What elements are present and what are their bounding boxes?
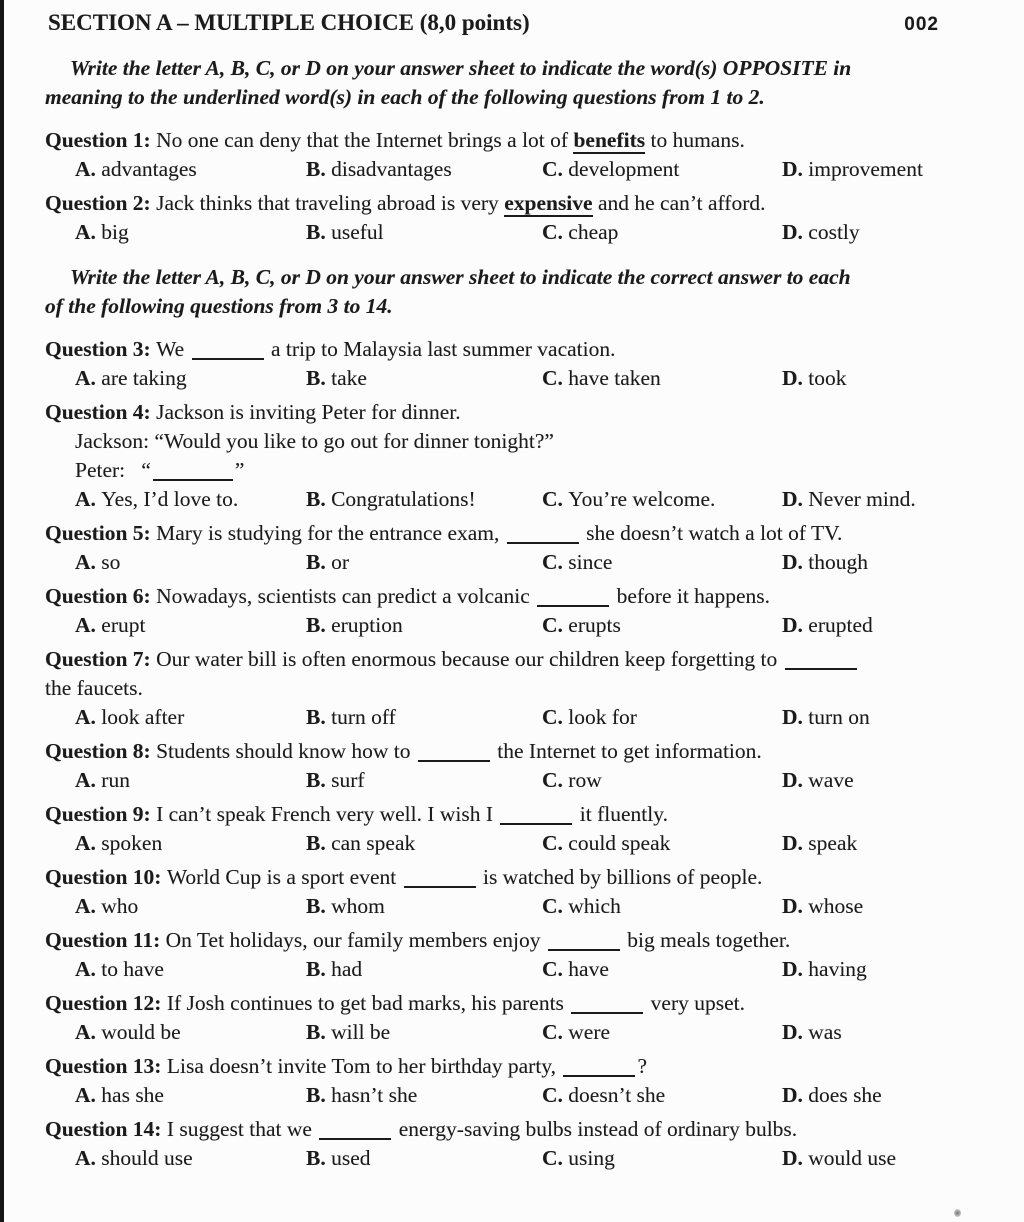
answer-blank <box>507 542 579 544</box>
option-letter: B. <box>306 831 332 855</box>
answer-blank <box>319 1138 391 1140</box>
option-text: having <box>808 957 867 981</box>
scan-artifact <box>954 1209 961 1217</box>
option-letter: C. <box>542 831 569 855</box>
question-line <box>45 582 994 611</box>
option-text: take <box>331 366 367 390</box>
options-row <box>45 1018 994 1047</box>
question-text: the faucets. <box>45 676 143 700</box>
option-text: erupt <box>101 613 146 637</box>
options-row <box>45 955 994 984</box>
option-letter: C. <box>542 366 569 390</box>
option-d <box>782 955 994 984</box>
question-number: Question 1: <box>45 128 157 152</box>
question-line <box>45 398 994 427</box>
question-block <box>45 189 994 247</box>
question-line <box>45 126 994 155</box>
question-text: Mary is studying for the entrance exam, <box>156 521 505 545</box>
answer-blank <box>537 605 609 607</box>
option-c <box>542 955 782 984</box>
option-d <box>782 1018 994 1047</box>
question-line <box>45 645 994 674</box>
options-row <box>45 485 994 514</box>
option-text: could speak <box>568 831 671 855</box>
option-text: wave <box>808 768 854 792</box>
option-c <box>542 548 782 577</box>
option-text: turn off <box>331 705 396 729</box>
instruction-opposite <box>45 54 994 112</box>
option-b <box>306 155 542 184</box>
option-letter: A. <box>75 613 102 637</box>
question-block <box>45 398 994 514</box>
option-text: big <box>101 220 129 244</box>
question-block <box>45 1115 994 1173</box>
option-a <box>75 364 306 393</box>
question-block <box>45 737 994 795</box>
options-row <box>45 892 994 921</box>
option-a <box>75 1144 306 1173</box>
option-text: had <box>331 957 363 981</box>
option-text: Yes, I’d love to. <box>101 487 239 511</box>
options-row <box>45 611 994 640</box>
options-row <box>45 1144 994 1173</box>
instruction-correct-answer <box>45 263 994 321</box>
answer-blank <box>571 1012 643 1014</box>
option-b <box>306 829 542 858</box>
question-number: Question 10: <box>45 865 167 889</box>
option-text: who <box>101 894 139 918</box>
option-text: erupts <box>568 613 621 637</box>
question-text: Lisa doesn’t invite Tom to her birthday party, <box>166 1054 562 1078</box>
option-letter: D. <box>782 220 809 244</box>
underlined-word: benefits <box>573 128 646 152</box>
options-row <box>45 218 994 247</box>
option-letter: C. <box>542 705 569 729</box>
option-letter: A. <box>75 1020 102 1044</box>
option-d <box>782 364 994 393</box>
option-c <box>542 703 782 732</box>
option-c <box>542 364 782 393</box>
option-letter: D. <box>782 1146 809 1170</box>
option-letter: D. <box>782 487 809 511</box>
option-letter: D. <box>782 957 809 981</box>
answer-blank <box>153 479 233 481</box>
scan-edge-strip <box>0 0 4 1222</box>
option-a <box>75 548 306 577</box>
option-letter: C. <box>542 157 569 181</box>
option-letter: A. <box>75 1146 102 1170</box>
option-text: row <box>568 768 602 792</box>
question-text: she doesn’t watch a lot of TV. <box>580 521 843 545</box>
question-line <box>45 189 994 218</box>
question-text: a trip to Malaysia last summer vacation. <box>265 337 616 361</box>
option-text: Congratulations! <box>331 487 476 511</box>
option-letter: D. <box>782 157 809 181</box>
option-a <box>75 485 306 514</box>
question-block <box>45 800 994 858</box>
option-text: has she <box>101 1083 164 1107</box>
option-letter: C. <box>542 220 569 244</box>
question-text: Jackson is inviting Peter for dinner. <box>156 400 461 424</box>
question-line <box>45 863 994 892</box>
option-b <box>306 1081 542 1110</box>
option-letter: C. <box>542 768 569 792</box>
option-text: was <box>808 1020 842 1044</box>
question-line <box>45 1115 994 1144</box>
option-letter: B. <box>306 1146 332 1170</box>
option-d <box>782 155 994 184</box>
question-number: Question 5: <box>45 521 157 545</box>
question-text: and he can’t afford. <box>592 191 766 215</box>
option-c <box>542 218 782 247</box>
option-letter: C. <box>542 550 569 574</box>
option-b <box>306 892 542 921</box>
question-text: No one can deny that the Internet brings a lot of <box>156 128 574 152</box>
option-text: useful <box>331 220 384 244</box>
question-block <box>45 126 994 184</box>
answer-blank <box>192 358 264 360</box>
question-text: On Tet holidays, our family members enjoy <box>165 928 546 952</box>
question-number: Question 8: <box>45 739 157 763</box>
option-a <box>75 1081 306 1110</box>
question-text: Jack thinks that traveling abroad is very <box>156 191 505 215</box>
option-d <box>782 611 994 640</box>
option-letter: B. <box>306 220 332 244</box>
option-text: whose <box>808 894 864 918</box>
option-text: so <box>101 550 121 574</box>
options-row <box>45 703 994 732</box>
question-text: Jackson: “Would you like to go out for dinner tonight?” <box>75 429 554 453</box>
option-a <box>75 611 306 640</box>
question-text: Students should know how to <box>156 739 416 763</box>
option-a <box>75 155 306 184</box>
option-text: development <box>568 157 680 181</box>
option-text: since <box>568 550 613 574</box>
option-letter: A. <box>75 487 102 511</box>
question-line <box>45 519 994 548</box>
options-row <box>45 829 994 858</box>
option-b <box>306 703 542 732</box>
option-letter: B. <box>306 550 332 574</box>
option-c <box>542 892 782 921</box>
option-text: to have <box>101 957 164 981</box>
option-letter: A. <box>75 220 102 244</box>
option-letter: D. <box>782 550 809 574</box>
option-text: run <box>101 768 130 792</box>
question-number: Question 9: <box>45 802 157 826</box>
option-text: using <box>568 1146 615 1170</box>
options-row <box>45 364 994 393</box>
option-c <box>542 766 782 795</box>
option-text: turn on <box>808 705 870 729</box>
option-b <box>306 766 542 795</box>
option-text: were <box>568 1020 611 1044</box>
option-text: advantages <box>101 157 197 181</box>
question-text: to humans. <box>645 128 745 152</box>
option-d <box>782 703 994 732</box>
option-letter: D. <box>782 1083 809 1107</box>
question-number: Question 3: <box>45 337 157 361</box>
option-a <box>75 703 306 732</box>
question-text: Our water bill is often enormous because our children keep forgetting to <box>156 647 783 671</box>
instruction-line: meaning to the underlined word(s) in each of the following questions from 1 to 2. <box>45 85 765 109</box>
option-a <box>75 955 306 984</box>
option-d <box>782 766 994 795</box>
question-text: the Internet to get information. <box>491 739 762 763</box>
question-text: Peter: “ <box>75 458 151 482</box>
option-d <box>782 1081 994 1110</box>
option-letter: A. <box>75 705 102 729</box>
question-line <box>45 926 994 955</box>
option-d <box>782 548 994 577</box>
option-text: speak <box>808 831 858 855</box>
question-number: Question 12: <box>45 991 167 1015</box>
option-letter: D. <box>782 705 809 729</box>
option-text: doesn’t she <box>568 1083 666 1107</box>
question-block <box>45 926 994 984</box>
option-b <box>306 548 542 577</box>
option-text: spoken <box>101 831 163 855</box>
option-text: or <box>331 550 350 574</box>
instruction-line: of the following questions from 3 to 14. <box>45 294 393 318</box>
option-letter: D. <box>782 831 809 855</box>
option-b <box>306 485 542 514</box>
option-text: used <box>331 1146 371 1170</box>
option-text: which <box>568 894 621 918</box>
question-block <box>45 645 994 732</box>
option-text: look for <box>568 705 637 729</box>
option-text: though <box>808 550 869 574</box>
question-number: Question 11: <box>45 928 166 952</box>
question-text: is watched by billions of people. <box>477 865 763 889</box>
question-text: I suggest that we <box>166 1117 318 1141</box>
option-letter: A. <box>75 831 102 855</box>
option-b <box>306 1018 542 1047</box>
question-text: World Cup is a sport event <box>166 865 402 889</box>
question-text: Nowadays, scientists can predict a volcanic <box>156 584 536 608</box>
option-a <box>75 766 306 795</box>
option-letter: B. <box>306 894 332 918</box>
answer-blank <box>500 823 572 825</box>
option-letter: C. <box>542 1146 569 1170</box>
option-a <box>75 829 306 858</box>
options-row <box>45 1081 994 1110</box>
question-block <box>45 582 994 640</box>
option-text: hasn’t she <box>331 1083 418 1107</box>
question-block <box>45 335 994 393</box>
question-line <box>45 989 994 1018</box>
question-number: Question 6: <box>45 584 157 608</box>
option-d <box>782 829 994 858</box>
option-letter: D. <box>782 768 809 792</box>
option-text: took <box>808 366 847 390</box>
option-text: improvement <box>808 157 923 181</box>
option-d <box>782 218 994 247</box>
question-list-1 <box>45 126 994 247</box>
instruction-line: Write the letter A, B, C, or D on your answer sheet to indicate the word(s) OPPOSITE in <box>70 56 852 80</box>
question-block <box>45 519 994 577</box>
question-text: We <box>156 337 190 361</box>
option-b <box>306 364 542 393</box>
option-letter: B. <box>306 768 332 792</box>
option-b <box>306 955 542 984</box>
option-text: have <box>568 957 609 981</box>
question-line <box>45 674 994 703</box>
question-block <box>45 989 994 1047</box>
option-d <box>782 892 994 921</box>
option-letter: A. <box>75 957 102 981</box>
question-list-2 <box>45 335 994 1173</box>
option-c <box>542 1081 782 1110</box>
option-letter: B. <box>306 957 332 981</box>
option-text: You’re welcome. <box>568 487 716 511</box>
options-row <box>45 766 994 795</box>
question-block <box>45 863 994 921</box>
option-a <box>75 218 306 247</box>
question-number: Question 14: <box>45 1117 167 1141</box>
option-letter: A. <box>75 550 102 574</box>
option-letter: B. <box>306 487 332 511</box>
option-c <box>542 155 782 184</box>
option-text: cheap <box>568 220 619 244</box>
question-text: energy-saving bulbs instead of ordinary bulbs. <box>393 1117 798 1141</box>
question-line <box>45 427 994 456</box>
page-number: 002 <box>904 14 939 35</box>
option-letter: C. <box>542 894 569 918</box>
option-text: surf <box>331 768 365 792</box>
section-title: SECTION A – MULTIPLE CHOICE (8,0 points) <box>48 10 530 35</box>
question-line <box>45 335 994 364</box>
options-row <box>45 548 994 577</box>
option-text: would use <box>808 1146 897 1170</box>
question-text: before it happens. <box>611 584 771 608</box>
option-text: look after <box>101 705 185 729</box>
option-letter: D. <box>782 366 809 390</box>
option-text: Never mind. <box>808 487 916 511</box>
instruction-line: Write the letter A, B, C, or D on your answer sheet to indicate the correct answer to each <box>70 265 851 289</box>
option-d <box>782 485 994 514</box>
option-text: should use <box>101 1146 193 1170</box>
option-a <box>75 1018 306 1047</box>
option-c <box>542 1144 782 1173</box>
option-text: can speak <box>331 831 416 855</box>
option-text: are taking <box>101 366 187 390</box>
option-letter: A. <box>75 1083 102 1107</box>
question-text: it fluently. <box>574 802 668 826</box>
question-text: big meals together. <box>621 928 791 952</box>
option-letter: B. <box>306 1083 332 1107</box>
question-number: Question 4: <box>45 400 157 424</box>
question-text: If Josh continues to get bad marks, his parents <box>166 991 570 1015</box>
option-d <box>782 1144 994 1173</box>
underlined-word: expensive <box>504 191 593 215</box>
page-header <box>45 8 994 38</box>
option-letter: C. <box>542 957 569 981</box>
option-letter: B. <box>306 157 332 181</box>
question-line <box>45 737 994 766</box>
option-b <box>306 218 542 247</box>
option-letter: C. <box>542 613 569 637</box>
option-b <box>306 1144 542 1173</box>
answer-blank <box>404 886 476 888</box>
option-text: disadvantages <box>331 157 452 181</box>
question-line <box>45 1052 994 1081</box>
question-line <box>45 456 994 485</box>
option-c <box>542 1018 782 1047</box>
answer-blank <box>548 949 620 951</box>
option-letter: A. <box>75 366 102 390</box>
option-text: would be <box>101 1020 181 1044</box>
option-text: will be <box>331 1020 391 1044</box>
option-letter: B. <box>306 1020 332 1044</box>
option-c <box>542 829 782 858</box>
option-letter: C. <box>542 487 569 511</box>
option-letter: C. <box>542 1083 569 1107</box>
option-letter: C. <box>542 1020 569 1044</box>
answer-blank <box>563 1075 635 1077</box>
option-b <box>306 611 542 640</box>
option-text: costly <box>808 220 860 244</box>
option-text: erupted <box>808 613 873 637</box>
option-letter: D. <box>782 613 809 637</box>
question-number: Question 7: <box>45 647 157 671</box>
option-a <box>75 892 306 921</box>
options-row <box>45 155 994 184</box>
question-text: ” <box>234 458 245 482</box>
option-letter: A. <box>75 894 102 918</box>
option-letter: A. <box>75 157 102 181</box>
option-letter: D. <box>782 894 809 918</box>
option-letter: B. <box>306 366 332 390</box>
option-letter: B. <box>306 705 332 729</box>
option-text: have taken <box>568 366 661 390</box>
option-c <box>542 611 782 640</box>
question-text: very upset. <box>645 991 746 1015</box>
option-letter: A. <box>75 768 102 792</box>
question-number: Question 2: <box>45 191 157 215</box>
question-text: ? <box>637 1054 647 1078</box>
question-line <box>45 800 994 829</box>
option-c <box>542 485 782 514</box>
question-number: Question 13: <box>45 1054 167 1078</box>
option-text: eruption <box>331 613 403 637</box>
option-letter: B. <box>306 613 332 637</box>
question-text: I can’t speak French very well. I wish I <box>156 802 499 826</box>
question-block <box>45 1052 994 1110</box>
option-letter: D. <box>782 1020 809 1044</box>
answer-blank <box>785 668 857 670</box>
answer-blank <box>418 760 490 762</box>
option-text: does she <box>808 1083 882 1107</box>
option-text: whom <box>331 894 385 918</box>
